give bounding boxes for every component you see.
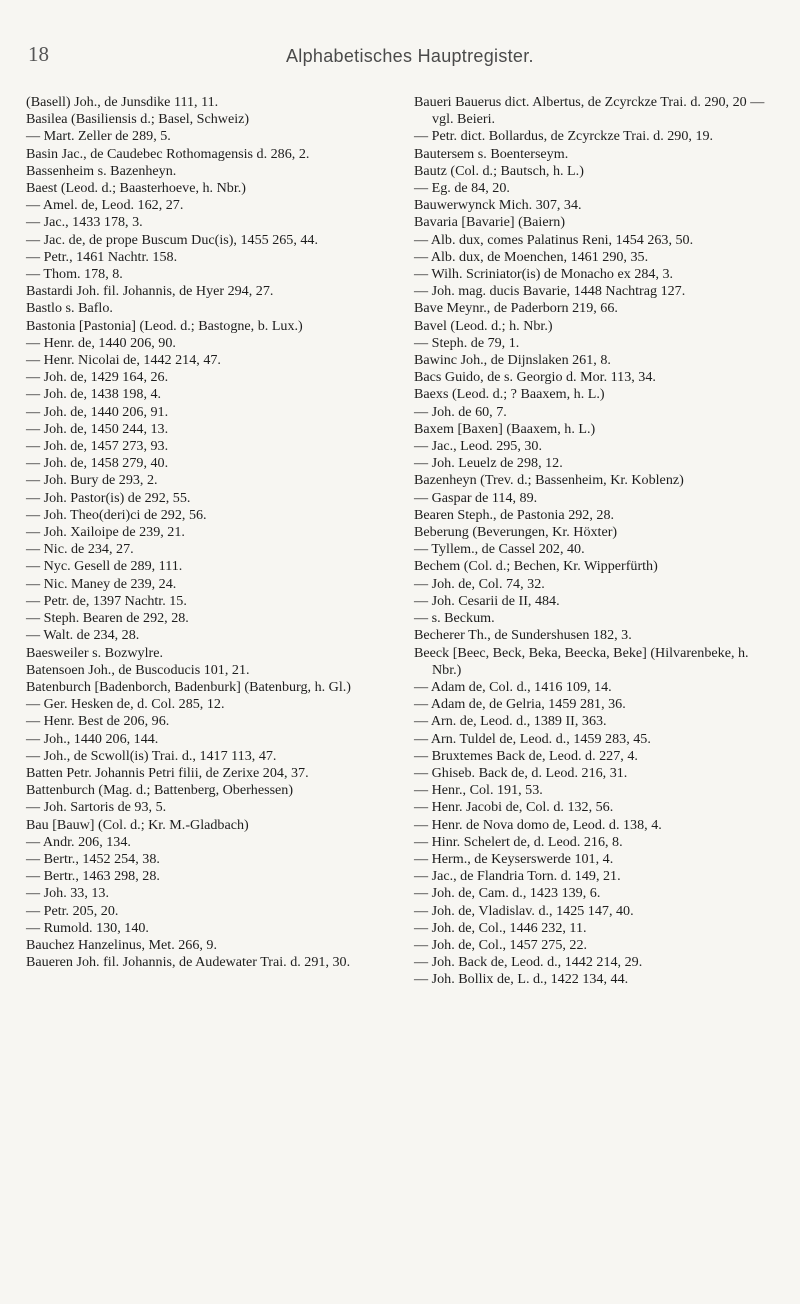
index-entry: — Steph. Bearen de 292, 28. [26, 610, 189, 627]
index-entry: — Joh., de Scwoll(is) Trai. d., 1417 113, 47. [26, 747, 277, 764]
index-entry: — Nyc. Gesell de 289, 111. [26, 558, 183, 575]
index-entry: — Nic. Maney de 239, 24. [26, 575, 177, 592]
index-entry: Bavel (Leod. d.; h. Nbr.) [414, 317, 553, 334]
index-entry: — Joh. de, Col., 1457 275, 22. [414, 936, 588, 953]
index-entry: — Henr. Nicolai de, 1442 214, 47. [26, 352, 221, 369]
index-entry: — Joh. Sartoris de 93, 5. [26, 799, 167, 816]
index-entry: — Thom. 178, 8. [26, 266, 123, 283]
index-entry: Bautersem s. Boenterseym. [414, 145, 569, 162]
index-entry: — Joh. de, 1429 164, 26. [26, 369, 169, 386]
index-entry: — Jac., Leod. 295, 30. [414, 438, 542, 455]
index-entry: — Joh. Cesarii de II, 484. [414, 592, 560, 609]
index-entry: — Jac., de Flandria Torn. d. 149, 21. [414, 868, 621, 885]
index-entry: — Bertr., 1463 298, 28. [26, 868, 160, 885]
index-entry: Batenburch [Badenborch, Badenburk] (Batenburg, h. Gl.) [26, 678, 351, 695]
index-entry: Batten Petr. Johannis Petri filii, de Zerixe 204, 37. [26, 764, 309, 781]
index-entry: — Joh. 33, 13. [26, 885, 110, 902]
index-entry: — Bruxtemes Back de, Leod. d. 227, 4. [414, 747, 638, 764]
index-entry: Bavaria [Bavarie] (Baiern) [414, 214, 566, 231]
index-entry: — Alb. dux, de Moenchen, 1461 290, 35. [414, 248, 649, 265]
index-entry: — Gaspar de 114, 89. [414, 489, 538, 506]
running-head: Alphabetisches Hauptregister. [286, 46, 534, 66]
index-entry: Baest (Leod. d.; Baasterhoeve, h. Nbr.) [26, 180, 246, 197]
index-entry: — Joh. de, 1440 206, 91. [26, 403, 169, 420]
index-entry: Bacs Guido, de s. Georgio d. Mor. 113, 34. [414, 369, 656, 386]
index-entry: — Walt. de 234, 28. [26, 627, 140, 644]
index-entry: Basin Jac., de Caudebec Rothomagensis d. 286, 2. [26, 145, 310, 162]
index-entry: — Petr. 205, 20. [26, 902, 119, 919]
index-entry: Baesweiler s. Bozwylre. [26, 644, 163, 661]
index-entry: — Henr., Col. 191, 53. [414, 782, 543, 799]
index-entry: Bearen Steph., de Pastonia 292, 28. [414, 506, 615, 523]
page-number: 18 [28, 42, 49, 66]
index-entry: — Wilh. Scriniator(is) de Monacho ex 284, 3. [414, 266, 674, 283]
index-entry: — Henr. de, 1440 206, 90. [26, 334, 176, 351]
index-entry: — Joh. de, 1457 273, 93. [26, 438, 169, 455]
index-entry: — Joh. Bury de 293, 2. [26, 472, 158, 489]
index-entry: — Hinr. Schelert de, d. Leod. 216, 8. [414, 833, 623, 850]
index-entry: — Jac. de, de prope Buscum Duc(is), 1455 265, 44. [26, 231, 318, 248]
index-entry: — Petr. dict. Bollardus, de Zcyrckze Trai. d. 290, 19. [414, 128, 714, 145]
index-column-right [414, 94, 766, 989]
index-entry: Baxem [Baxen] (Baaxem, h. L.) [414, 420, 596, 437]
index-entry: Bauwerwynck Mich. 307, 34. [414, 197, 582, 214]
index-entry: — Adam de, Col. d., 1416 109, 14. [414, 678, 612, 695]
index-entry: — Joh. de 60, 7. [414, 403, 507, 420]
index-entry: — Petr. de, 1397 Nachtr. 15. [26, 592, 187, 609]
index-entry: — Jac., 1433 178, 3. [26, 214, 143, 231]
index-entry: — Arn. de, Leod. d., 1389 II, 363. [414, 713, 607, 730]
index-entry: — Petr., 1461 Nachtr. 158. [26, 248, 178, 265]
index-entry: — Tyllem., de Cassel 202, 40. [414, 541, 585, 558]
index-entry: Battenburch (Mag. d.; Battenberg, Oberhessen) [26, 782, 294, 799]
index-entry: — s. Beckum. [414, 610, 495, 627]
index-entry: — Ghiseb. Back de, d. Leod. 216, 31. [414, 764, 628, 781]
index-entry: — Joh. de, Cam. d., 1423 139, 6. [414, 885, 601, 902]
index-entry: — Joh. Back de, Leod. d., 1442 214, 29. [414, 954, 643, 971]
index-entry: Bautz (Col. d.; Bautsch, h. L.) [414, 162, 584, 179]
index-entry: — Henr. Jacobi de, Col. d. 132, 56. [414, 799, 614, 816]
index-entry: Bauchez Hanzelinus, Met. 266, 9. [26, 936, 217, 953]
index-entry: Baexs (Leod. d.; ? Baaxem, h. L.) [414, 386, 605, 403]
index-entry: — Joh. de, Vladislav. d., 1425 147, 40. [414, 902, 634, 919]
index-entry: — Joh. de, Col., 1446 232, 11. [414, 919, 587, 936]
index-entry: — Nic. de 234, 27. [26, 541, 134, 558]
index-entry: Beberung (Beverungen, Kr. Höxter) [414, 524, 618, 541]
index-entry: — Arn. Tuldel de, Leod. d., 1459 283, 45. [414, 730, 651, 747]
index-entry: Becherer Th., de Sundershusen 182, 3. [414, 627, 632, 644]
index-entry: Basilea (Basiliensis d.; Basel, Schweiz) [26, 111, 250, 128]
index-entry: Bazenheyn (Trev. d.; Bassenheim, Kr. Koblenz) [414, 472, 684, 489]
index-entry: — Joh. de, 1458 279, 40. [26, 455, 169, 472]
index-entry: (Basell) Joh., de Junsdike 111, 11. [26, 94, 219, 110]
index-entry: Bau [Bauw] (Col. d.; Kr. M.-Gladbach) [26, 816, 249, 833]
index-entry: Bechem (Col. d.; Bechen, Kr. Wipperfürth) [414, 558, 658, 575]
index-entry: — Adam de, de Gelria, 1459 281, 36. [414, 696, 626, 713]
index-entry: Beeck [Beec, Beck, Beka, Beecka, Beke] (Hilvarenbeke, h. Nbr.) [414, 644, 749, 678]
index-entry: — Joh. de, 1450 244, 13. [26, 420, 169, 437]
index-entry: — Andr. 206, 134. [26, 833, 131, 850]
index-entry: — Herm., de Keyserswerde 101, 4. [414, 850, 614, 867]
index-entry: Baueri Bauerus dict. Albertus, de Zcyrckze Trai. d. 290, 20 — vgl. Beieri. [414, 94, 765, 128]
index-entry: Bave Meynr., de Paderborn 219, 66. [414, 300, 618, 317]
page-header [0, 38, 800, 68]
index-entry: — Bertr., 1452 254, 38. [26, 850, 160, 867]
index-entry: — Amel. de, Leod. 162, 27. [26, 197, 184, 214]
index-entry: — Rumold. 130, 140. [26, 919, 149, 936]
index-entry: — Joh. Xailoipe de 239, 21. [26, 524, 185, 541]
index-entry: — Henr. de Nova domo de, Leod. d. 138, 4. [414, 816, 662, 833]
index-entry: — Mart. Zeller de 289, 5. [26, 128, 171, 145]
index-entry: Baueren Joh. fil. Johannis, de Audewater Trai. d. 291, 30. [26, 954, 351, 971]
index-entry: Bastlo s. Baflo. [26, 300, 113, 317]
index-entry: — Joh. Leuelz de 298, 12. [414, 455, 563, 472]
index-entry: Bassenheim s. Bazenheyn. [26, 162, 177, 179]
index-entry: — Joh. Bollix de, L. d., 1422 134, 44. [414, 971, 629, 988]
index-entry: Bastonia [Pastonia] (Leod. d.; Bastogne, b. Lux.) [26, 317, 303, 334]
index-entry: — Joh. de, Col. 74, 32. [414, 575, 545, 592]
index-entry: — Ger. Hesken de, d. Col. 285, 12. [26, 696, 225, 713]
index-entry: — Joh. mag. ducis Bavarie, 1448 Nachtrag 127. [414, 283, 686, 300]
index-column-left [26, 94, 378, 971]
index-entry: — Alb. dux, comes Palatinus Reni, 1454 263, 50. [414, 231, 694, 248]
index-entry: — Joh. de, 1438 198, 4. [26, 386, 162, 403]
index-entry: — Steph. de 79, 1. [414, 334, 520, 351]
index-entry: Bawinc Joh., de Dijnslaken 261, 8. [414, 352, 611, 369]
index-entry: Bastardi Joh. fil. Johannis, de Hyer 294, 27. [26, 283, 274, 300]
index-entry: — Joh. Pastor(is) de 292, 55. [26, 489, 191, 506]
index-entry: — Eg. de 84, 20. [414, 180, 510, 197]
index-entry: — Joh., 1440 206, 144. [26, 730, 159, 747]
index-entry: — Henr. Best de 206, 96. [26, 713, 170, 730]
index-entry: Batensoen Joh., de Buscoducis 101, 21. [26, 661, 250, 678]
index-entry: — Joh. Theo(deri)ci de 292, 56. [26, 506, 207, 523]
